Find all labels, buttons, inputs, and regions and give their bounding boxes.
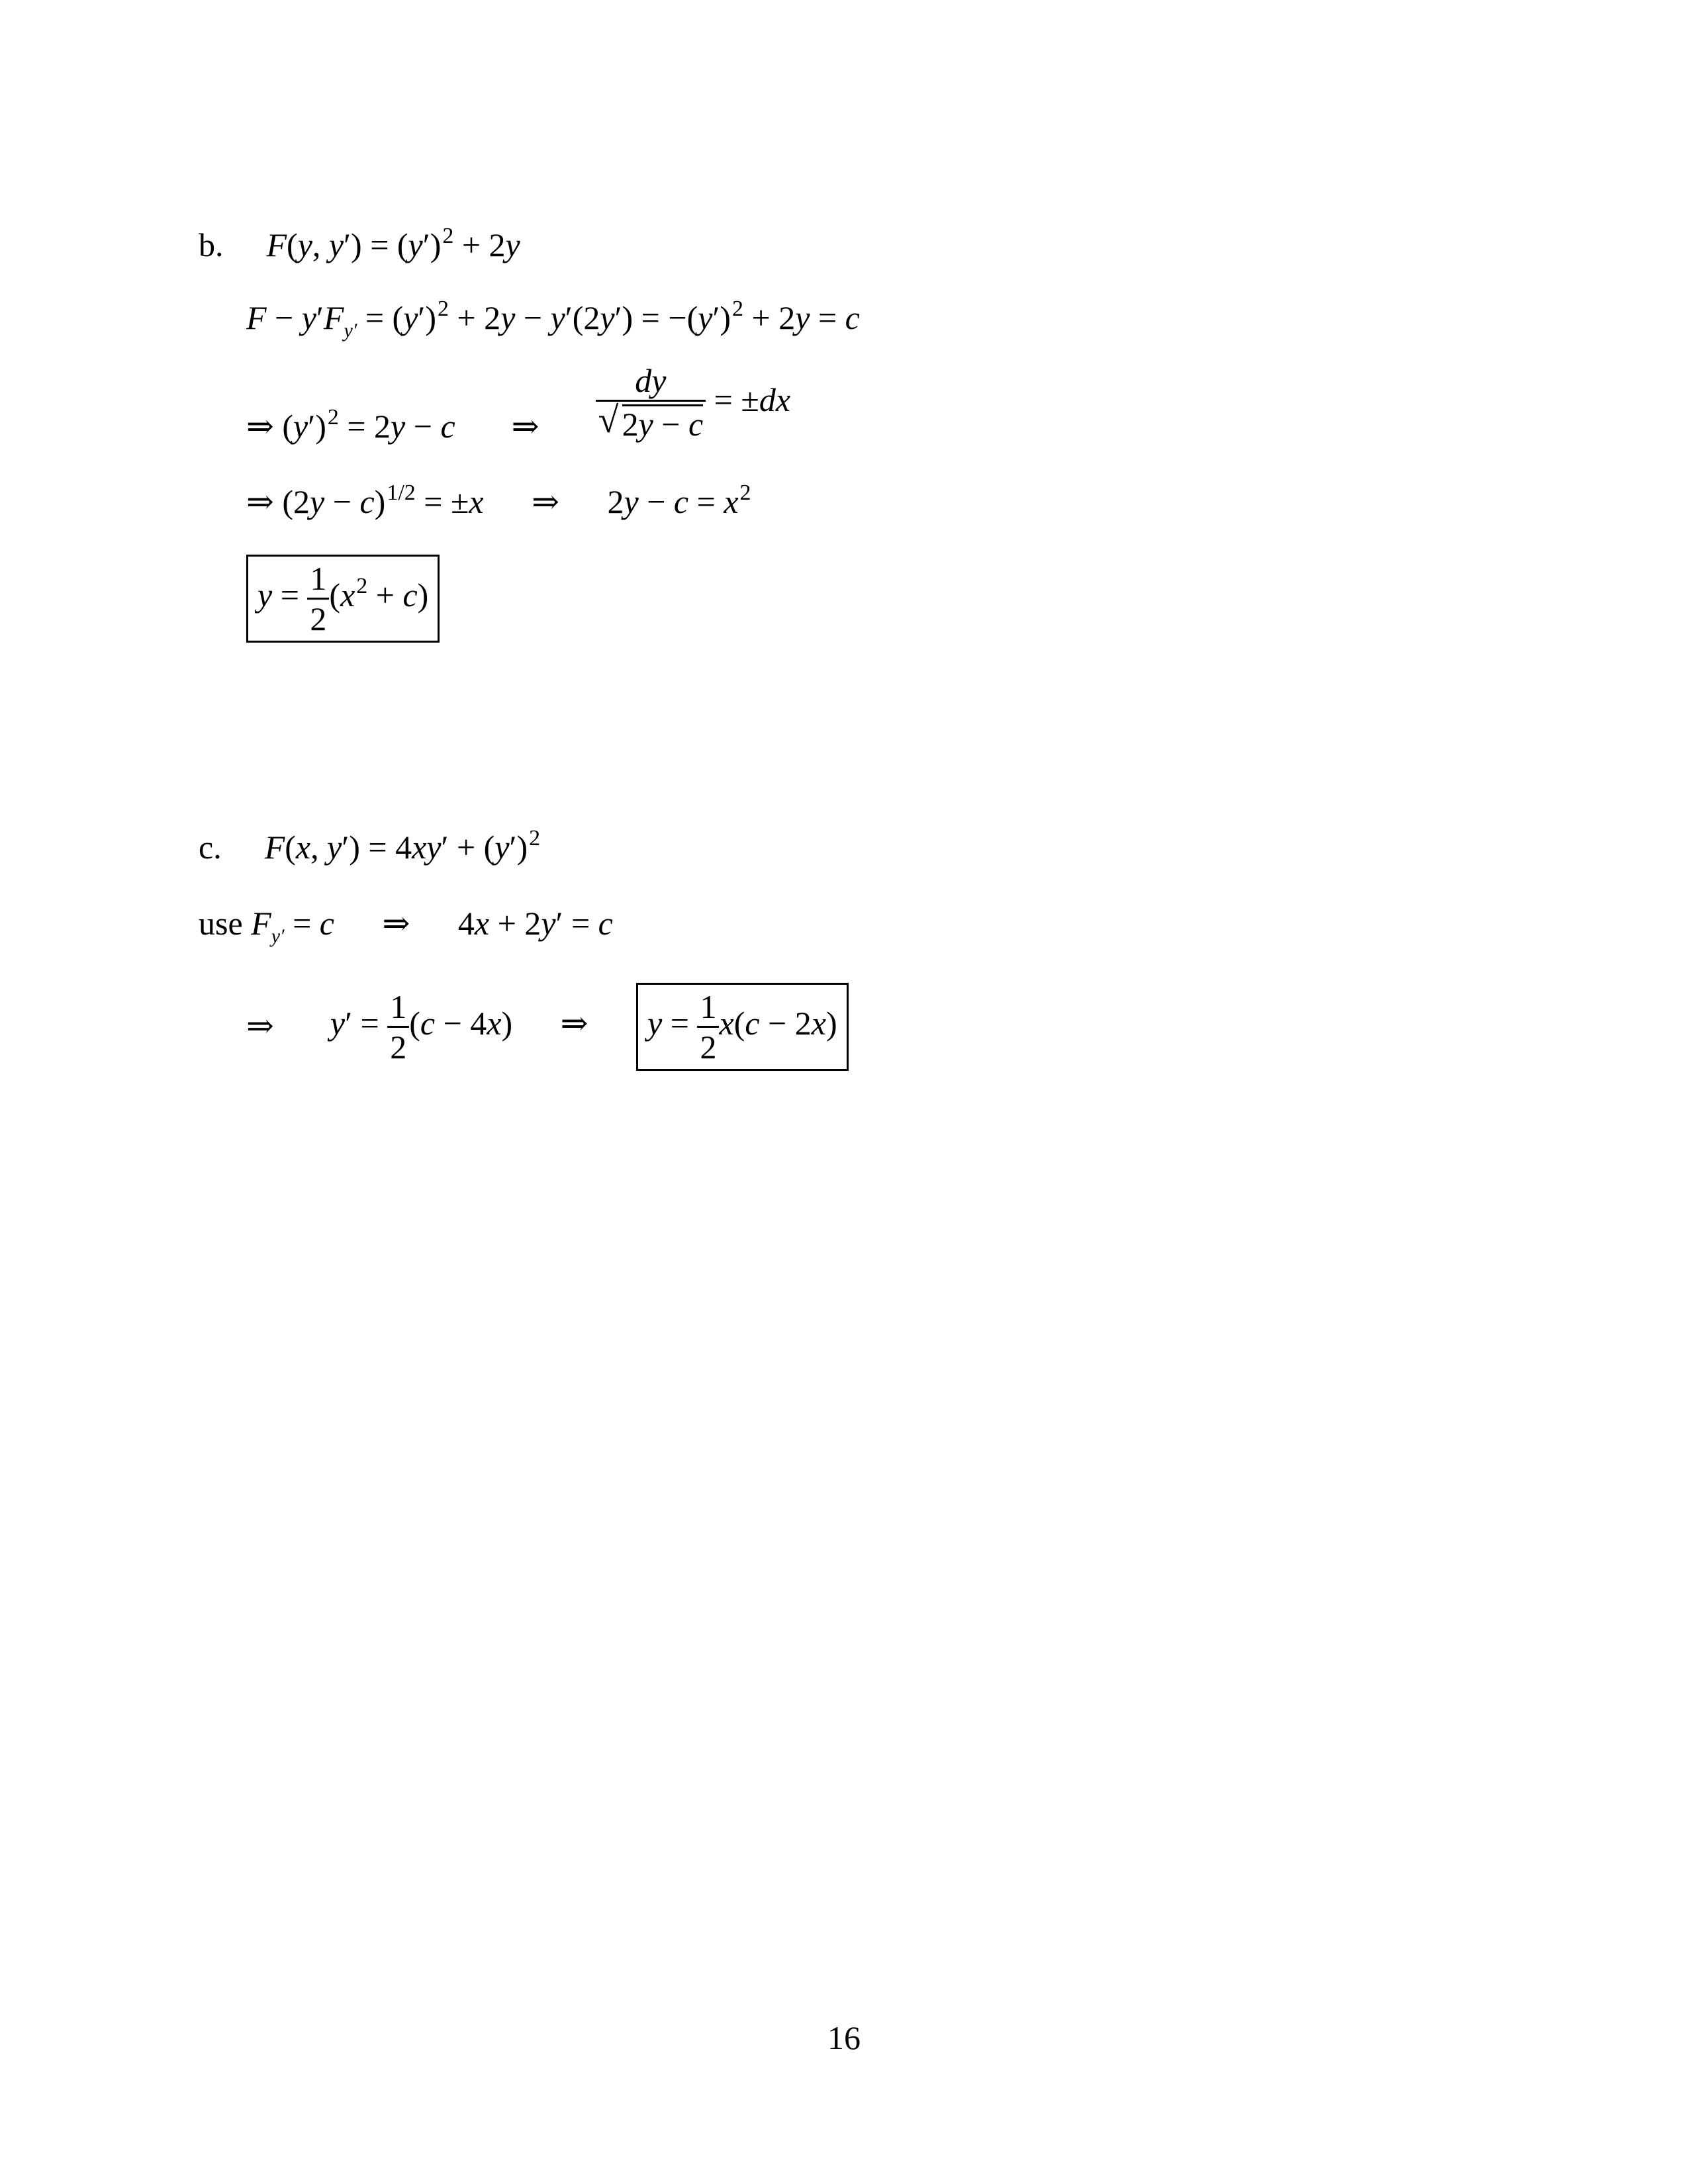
part-b-line2: $F - y'F_{y'} = (y')^2 + 2y - y'(2y') = -(y')^2 + 2y = c$: [246, 296, 860, 341]
part-b-line4: ⇒ $(2y - c)^{1/2} = \pm x$ ⇒ $2y - c = x^2$: [246, 480, 751, 520]
part-b-line1: [199, 224, 520, 263]
part-b-answer-box: y = $\frac{1}{2}$ $(x^2 + c)$: [246, 555, 440, 643]
part-b-function-definition: F(y, $y') = (y')^2 + 2y$: [266, 224, 520, 263]
part-c-line2: use $F_{y'} = c$ ⇒ 4x + 2y′ = c: [199, 905, 613, 947]
dy-over-sqrt-fraction: dy √ 2y − c: [596, 364, 706, 441]
part-c-line1: c. F(x, $y') = 4xy' + (y')^2$: [199, 826, 541, 866]
part-c-label: c.: [199, 829, 222, 866]
part-c-line3: ⇒ y′ = $\frac{1}{2}$ (c − 4x) ⇒ y = $\frac{1}{2}$ x(c − 2x): [246, 983, 849, 1071]
page-number: 16: [827, 2019, 861, 2056]
use-word: use: [199, 905, 243, 942]
part-c-answer-box: y = $\frac{1}{2}$ x(c − 2x): [636, 983, 849, 1071]
part-b-line3: ⇒ $(y')^2 = 2y - c$ ⇒ dy √ 2y − c = ±dx: [246, 362, 791, 445]
part-b-label: b.: [199, 226, 224, 263]
